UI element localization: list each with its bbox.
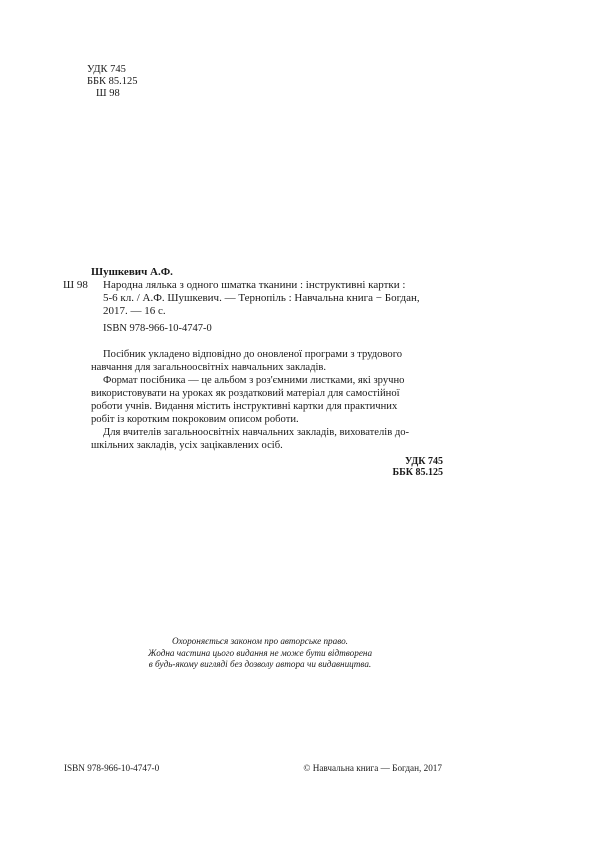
bib-line: Народна лялька з одного шматка тканини : інструктивні картки : <box>103 279 406 291</box>
bib-line: 5-6 кл. / А.Ф. Шушкевич. — Тернопіль : Навчальна книга − Богдан, <box>103 292 420 304</box>
classification-block-bottom <box>393 456 443 478</box>
annotation-line: навчання для загальноосвітніх навчальних закладів. <box>91 362 327 373</box>
annotation-line: Для вчителів загальноосвітніх навчальних закладів, вихователів до- <box>103 427 410 438</box>
catalog-author-mark: Ш 98 <box>63 279 88 291</box>
udk-code: УДК 745 <box>87 64 126 75</box>
copyright-line: в будь-якому вигляді без дозволу автора чи видавництва. <box>148 659 372 669</box>
annotation-line: Посібник укладено відповідно до оновленої програми з трудового <box>103 349 403 360</box>
annotation-line: Формат посібника — це альбом з роз'ємними листками, які зручно <box>103 375 405 386</box>
bibliographic-description <box>103 279 443 318</box>
footer-publisher: © Навчальна книга — Богдан, 2017 <box>303 763 442 773</box>
classification-block-top <box>87 64 138 100</box>
copyright-line: Охороняється законом про авторське право. <box>172 636 348 646</box>
annotation-paragraph <box>91 374 443 426</box>
author-name: Шушкевич А.Ф. <box>91 266 173 278</box>
annotation-text <box>91 348 443 452</box>
copyright-notice <box>120 636 400 671</box>
footer-isbn: ISBN 978-966-10-4747-0 <box>64 763 160 773</box>
annotation-line: робіт із коротким покроковим описом роботи. <box>91 414 299 425</box>
annotation-paragraph <box>91 348 443 374</box>
udk-code-bottom: УДК 745 <box>405 456 443 467</box>
bbk-code-bottom: ББК 85.125 <box>392 467 443 478</box>
bbk-code: ББК 85.125 <box>87 76 138 87</box>
copyright-line: Жодна частина цього видання не може бути відтворена <box>147 647 373 658</box>
annotation-line: використовувати на уроках як роздатковий матеріал для самостійної <box>91 388 400 399</box>
annotation-line: роботи учнів. Видання містить інструктивні картки для практичних <box>91 401 398 412</box>
annotation-paragraph <box>91 426 443 452</box>
isbn-record: ISBN 978-966-10-4747-0 <box>103 323 212 334</box>
author-mark: Ш 98 <box>96 88 120 99</box>
bib-line: 2017. — 16 с. <box>103 305 166 317</box>
annotation-line: шкільних закладів, усіх зацікавлених осіб. <box>91 440 283 451</box>
